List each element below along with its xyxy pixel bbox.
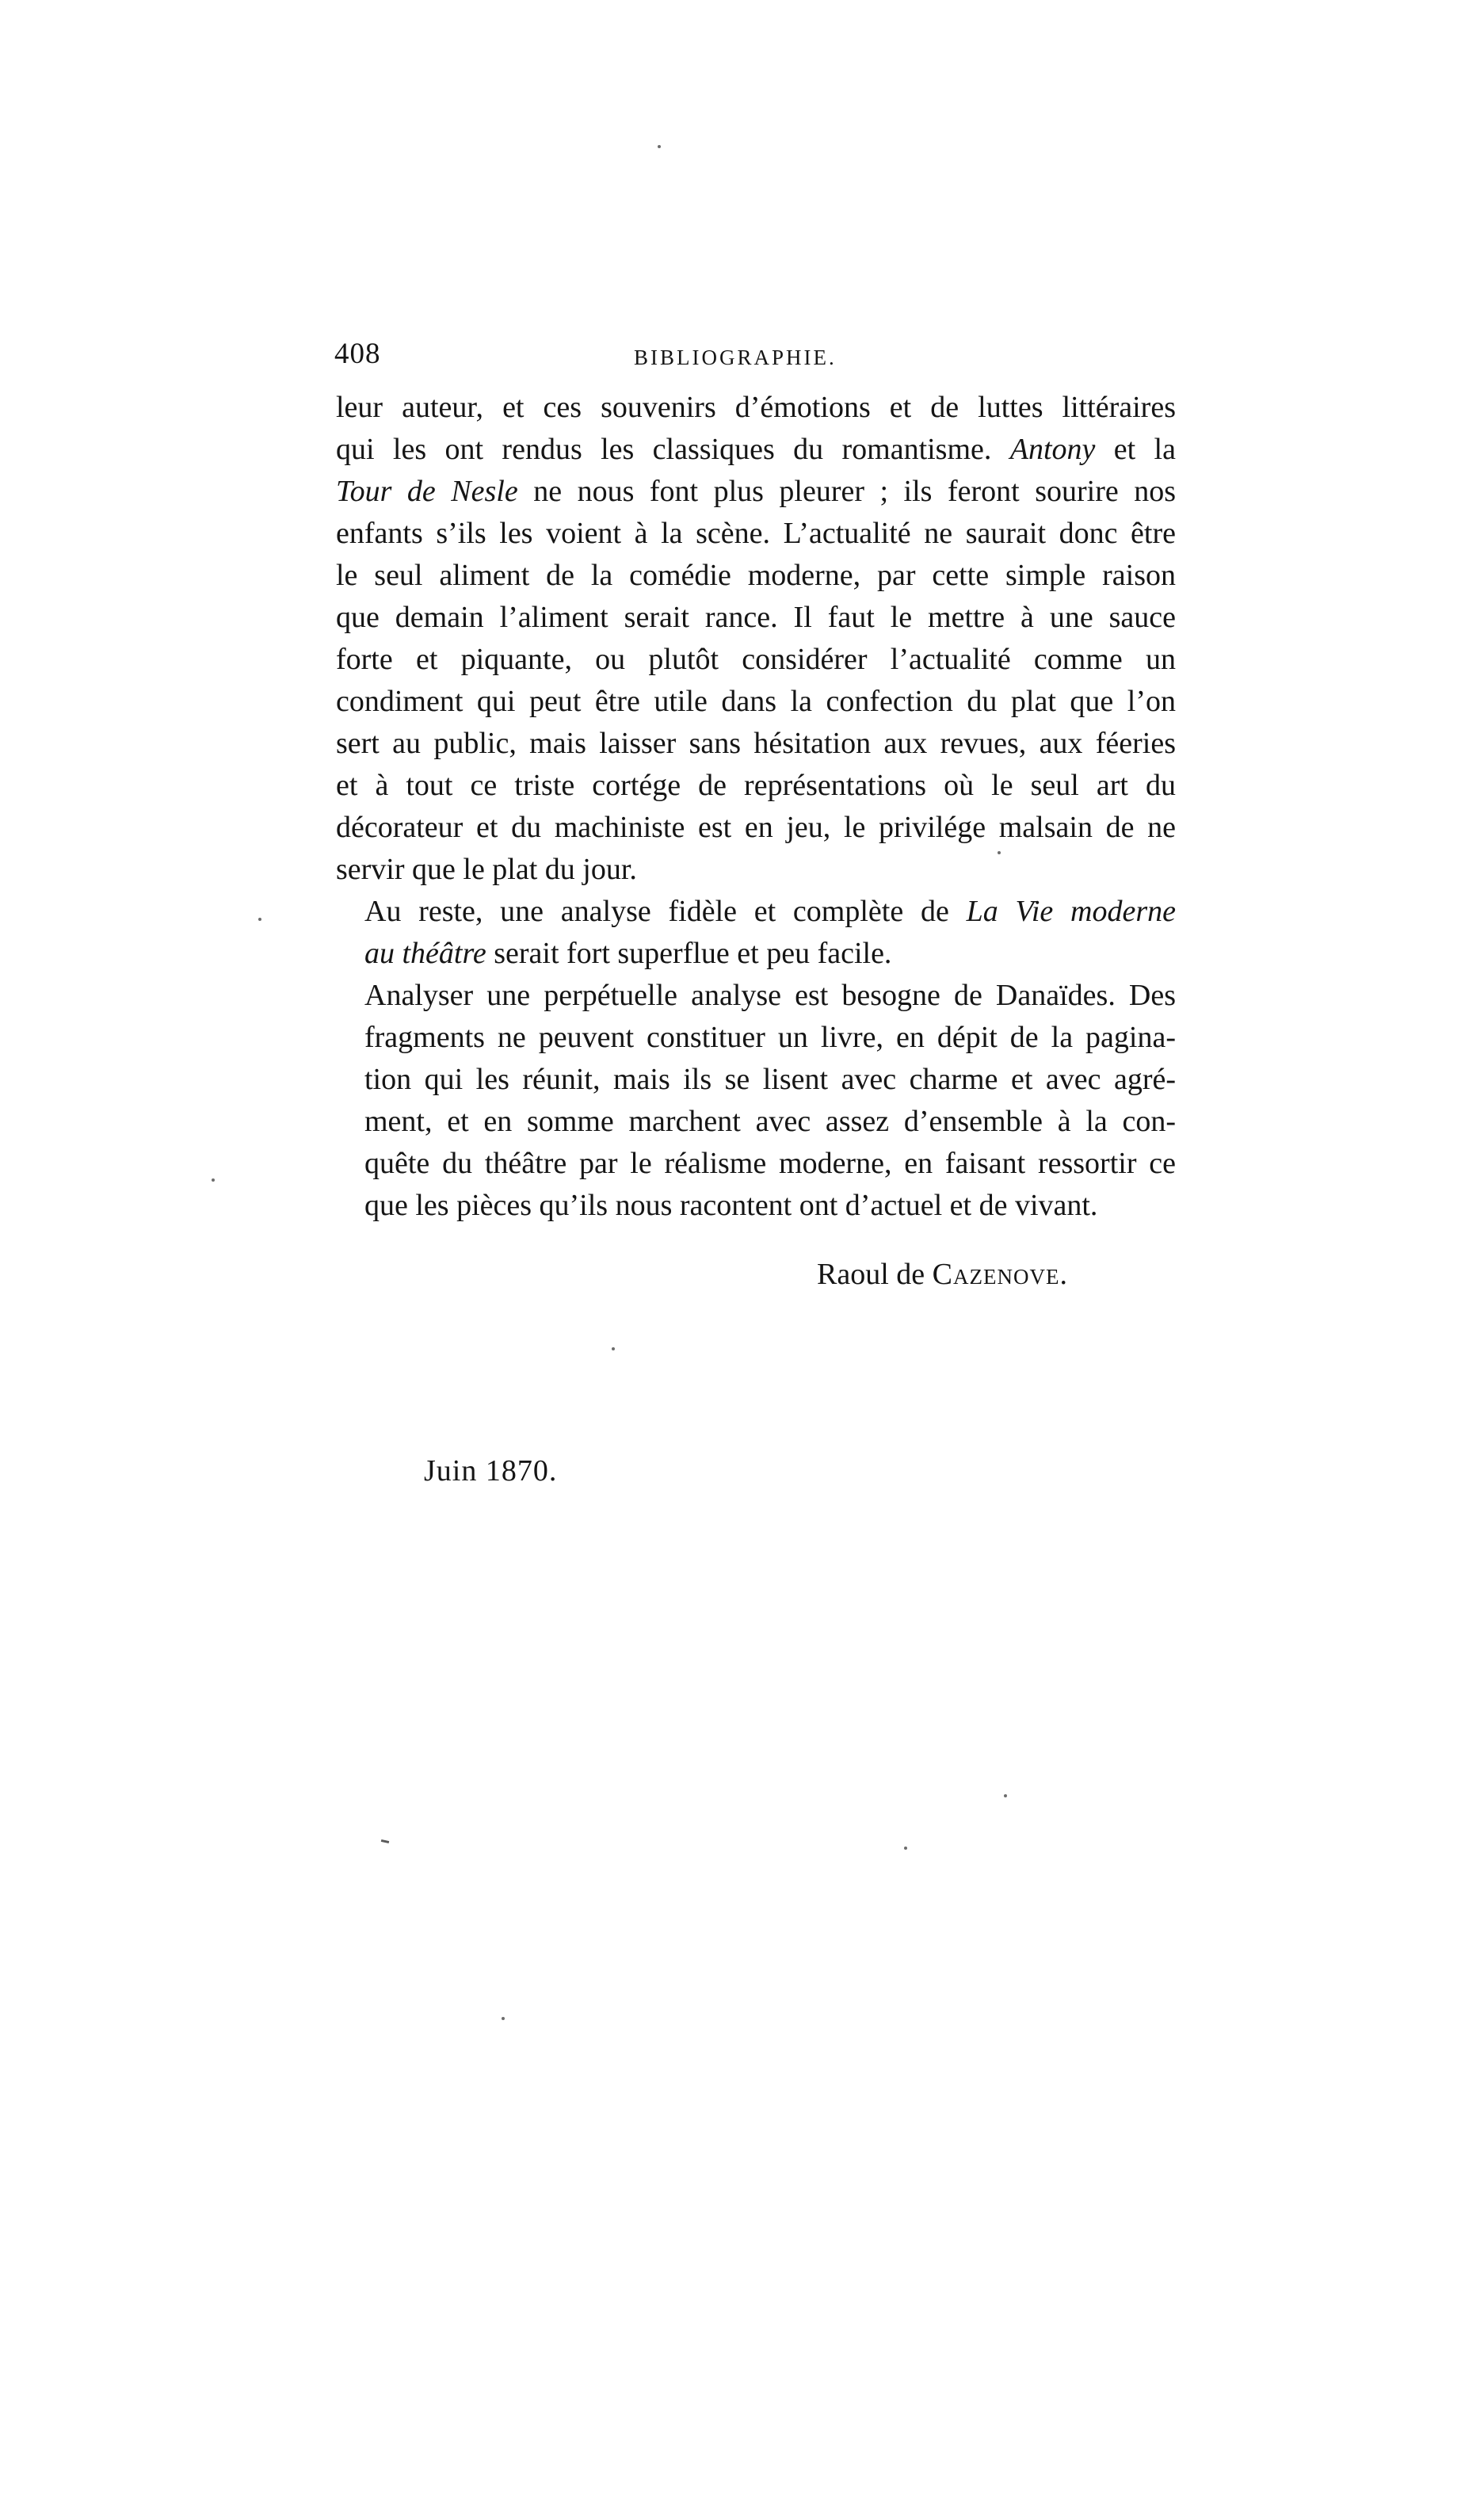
text-line: que demain l’aliment serait rance. Il faut le mettre à une sauce — [336, 601, 1176, 634]
text-line: sert au public, mais laisser sans hésitation aux revues, aux féeries — [336, 727, 1176, 760]
text-line: forte et piquante, ou plutôt considérer l’actualité comme un — [336, 643, 1176, 676]
scan-mark — [381, 1839, 389, 1843]
text-line: servir que le plat du jour. — [336, 853, 637, 886]
text-line: et à tout ce triste cortége de représentations où le seul art du — [336, 769, 1176, 802]
text-line: qui les ont rendus les classiques du romantisme. Antony et la — [336, 433, 1176, 466]
signature-surname: Cazenove — [932, 1258, 1060, 1291]
text-line: Tour de Nesle ne nous font plus pleurer ; ils feront sourire nos — [336, 475, 1176, 508]
text-line: leur auteur, et ces souvenirs d’émotions et de luttes littéraires — [336, 391, 1176, 424]
page-number: 408 — [334, 338, 381, 370]
author-signature — [817, 1259, 1067, 1289]
running-title: BIBLIOGRAPHIE. — [634, 346, 837, 369]
text-line: quête du théâtre par le réalisme moderne, en faisant ressortir ce — [364, 1147, 1176, 1180]
text-line: fragments ne peuvent constituer un livre, en dépit de la pagina- — [364, 1021, 1176, 1054]
scan-speck — [658, 145, 661, 148]
text-line: condiment qui peut être utile dans la confection du plat que l’on — [336, 685, 1176, 718]
signature-period: . — [1059, 1258, 1067, 1291]
body-text — [336, 387, 1176, 1227]
text-line: tion qui les réunit, mais ils se lisent avec charme et avec agré- — [364, 1063, 1176, 1096]
scan-speck — [212, 1178, 215, 1182]
text-line: Au reste, une analyse fidèle et complète de La Vie moderne — [364, 895, 1176, 928]
text-line: ment, et en somme marchent avec assez d’ensemble à la con- — [364, 1105, 1176, 1138]
scan-speck — [258, 918, 261, 921]
scan-speck — [1004, 1794, 1007, 1797]
text-line: le seul aliment de la comédie moderne, par cette simple raison — [336, 559, 1176, 592]
text-line: décorateur et du machiniste est en jeu, le privilége malsain de ne — [336, 811, 1176, 844]
text-line: que les pièces qu’ils nous racontent ont d’actuel et de vivant. — [364, 1189, 1098, 1222]
paragraph-1 — [336, 387, 1176, 891]
paragraph-2 — [336, 891, 1176, 975]
paragraph-3 — [336, 975, 1176, 1227]
text-line: enfants s’ils les voient à la scène. L’actualité ne saurait donc être — [336, 517, 1176, 550]
text-line: Analyser une perpétuelle analyse est besogne de Danaïdes. Des — [364, 979, 1176, 1012]
scan-speck — [998, 851, 1001, 854]
text-line: au théâtre serait fort superflue et peu facile. — [364, 937, 892, 970]
scan-speck — [502, 2017, 505, 2020]
signature-given-name: Raoul de — [817, 1258, 925, 1291]
scan-speck — [612, 1347, 615, 1350]
date-line: Juin 1870. — [424, 1454, 558, 1488]
scan-speck — [904, 1847, 907, 1850]
